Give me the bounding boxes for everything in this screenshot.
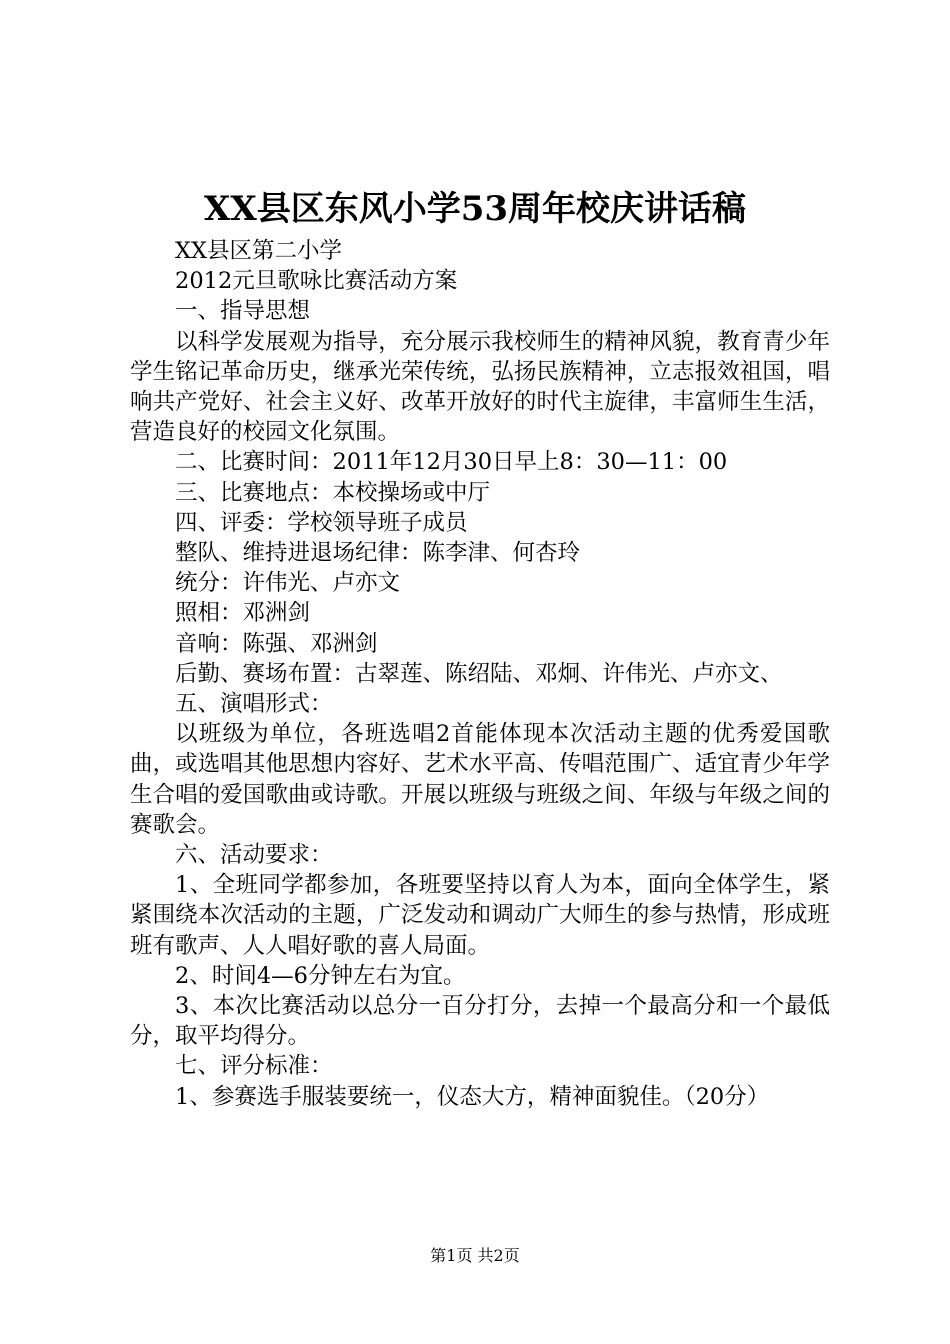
paragraph-section-5-heading: 五、演唱形式： — [175, 691, 333, 718]
paragraph-scoring-staff: 统分：许伟光、卢亦文 — [175, 570, 401, 597]
page-number-footer: 第1页 共2页 — [430, 1246, 520, 1265]
paragraph-guiding-ideology: 以科学发展观为指导，充分展示我校师生的精神风貌，教育青少年学生铭记革命历史，继承光荣传统，弘扬民族精神，立志报效祖国，唱响共产党好、社会主义好、改革开放好的时代主旋律，丰富师生生活，营造良好的校园文化氛围。 — [130, 328, 830, 446]
document-body — [130, 236, 830, 1112]
paragraph-requirement-3: 3、本次比赛活动以总分一百分打分，去掉一个最高分和一个最低分，取平均得分。 — [130, 993, 830, 1050]
paragraph-section-7-heading: 七、评分标准： — [175, 1053, 333, 1080]
paragraph-school-name: XX县区第二小学 — [175, 238, 343, 264]
paragraph-competition-venue: 三、比赛地点：本校操场或中厅 — [175, 479, 491, 506]
paragraph-section-6-heading: 六、活动要求： — [175, 842, 333, 869]
paragraph-discipline-staff: 整队、维持进退场纪律：陈李津、何杏玲 — [175, 540, 581, 567]
paragraph-section-1-heading: 一、指导思想 — [175, 298, 311, 325]
paragraph-competition-time: 二、比赛时间：2011年12月30日早上8：30—11：00 — [175, 449, 728, 476]
paragraph-requirement-2: 2、时间4—6分钟左右为宜。 — [175, 962, 466, 989]
paragraph-logistics-staff: 后勤、赛场布置：古翠莲、陈绍陆、邓炯、许伟光、卢亦文、 — [175, 660, 783, 687]
paragraph-requirement-1: 1、全班同学都参加，各班要坚持以育人为本，面向全体学生，紧紧围绕本次活动的主题，广泛发动和调动广大师生的参与热情，形成班班有歌声、人人唱好歌的喜人局面。 — [130, 872, 830, 959]
paragraph-plan-title: 2012元旦歌咏比赛活动方案 — [175, 268, 458, 295]
paragraph-criterion-1: 1、参赛选手服装要统一，仪态大方，精神面貌佳。（20分） — [175, 1083, 770, 1110]
paragraph-audio-staff: 音响：陈强、邓洲剑 — [175, 630, 378, 657]
document-title: XX县区东风小学53周年校庆讲话稿 — [203, 189, 747, 229]
paragraph-photography-staff: 照相：邓洲剑 — [175, 600, 311, 627]
paragraph-performance-form: 以班级为单位，各班选唱2首能体现本次活动主题的优秀爱国歌曲，或选唱其他思想内容好、艺术水平高、传唱范围广、适宜青少年学生合唱的爱国歌曲或诗歌。开展以班级与班级之间、年级与年级之间的赛歌会。 — [130, 721, 830, 838]
paragraph-judges: 四、评委：学校领导班子成员 — [175, 509, 468, 536]
